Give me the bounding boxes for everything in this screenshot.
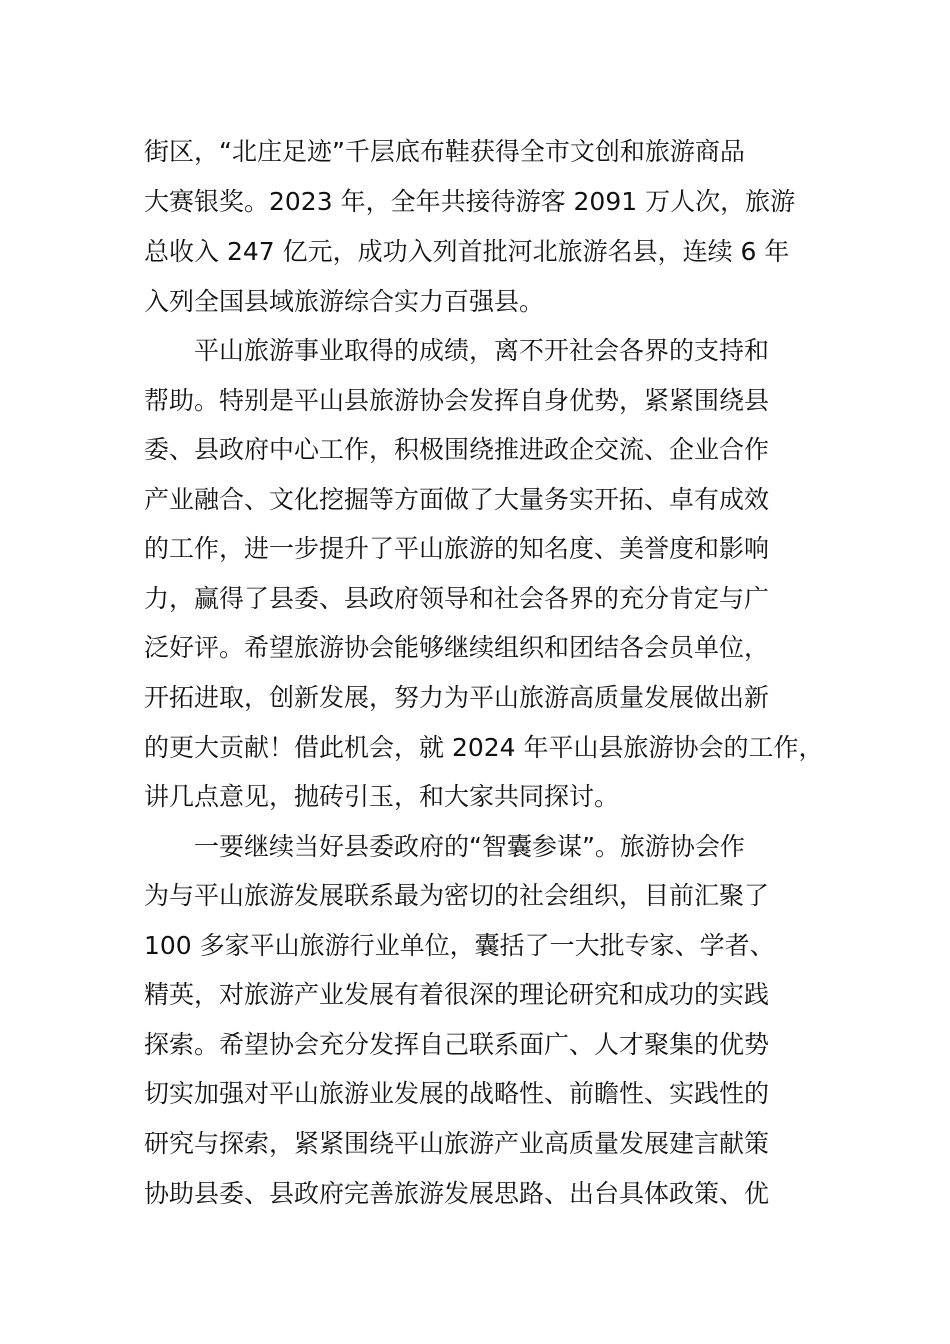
text-line: 的更大贡献！借此机会，就 2024 年平山县旅游协会的工作， [144,733,824,762]
text-line: 协助县委、县政府完善旅游发展思路、出台具体政策、优 [144,1179,770,1208]
text-line: 为与平山旅游发展联系最为密切的社会组织，目前汇聚了 [144,881,770,910]
text-line: 大赛银奖。2023 年，全年共接待游客 2091 万人次，旅游 [144,187,796,216]
text-line: 委、县政府中心工作，积极围绕推进政企交流、企业合作 [144,435,770,464]
text-line: 开拓进取，创新发展，努力为平山旅游高质量发展做出新 [144,683,770,712]
text-line: 切实加强对平山旅游业发展的战略性、前瞻性、实践性的 [144,1079,770,1108]
text-line: 精英，对旅游产业发展有着很深的理论研究和成功的实践 [144,980,770,1009]
text-line: 产业融合、文化挖掘等方面做了大量务实开拓、卓有成效 [144,485,770,514]
text-line: 100 多家平山旅游行业单位，囊括了一大批专家、学者、 [144,931,775,960]
text-line: 街区，“北庄足迹”千层底布鞋获得全市文创和旅游商品 [144,137,745,166]
paragraph-first-line: 一要继续当好县委政府的“智囊参谋”。旅游协会作 [194,832,745,861]
text-line: 探索。希望协会充分发挥自己联系面广、人才聚集的优势 [144,1030,770,1059]
text-line: 研究与探索，紧紧围绕平山旅游产业高质量发展建言献策 [144,1129,770,1158]
text-line: 讲几点意见，抛砖引玉，和大家共同探讨。 [144,782,620,811]
text-line: 入列全国县域旅游综合实力百强县。 [144,287,545,316]
text-line: 的工作，进一步提升了平山旅游的知名度、美誉度和影响 [144,534,770,563]
text-line: 总收入 247 亿元，成功入列首批河北旅游名县，连续 6 年 [144,237,790,266]
text-line: 帮助。特别是平山县旅游协会发挥自身优势，紧紧围绕县 [144,386,770,415]
paragraph-first-line: 平山旅游事业取得的成绩，离不开社会各界的支持和 [194,336,770,365]
text-line: 泛好评。希望旅游协会能够继续组织和团结各会员单位， [144,633,770,662]
text-line: 力，赢得了县委、县政府领导和社会各界的充分肯定与广 [144,584,770,613]
